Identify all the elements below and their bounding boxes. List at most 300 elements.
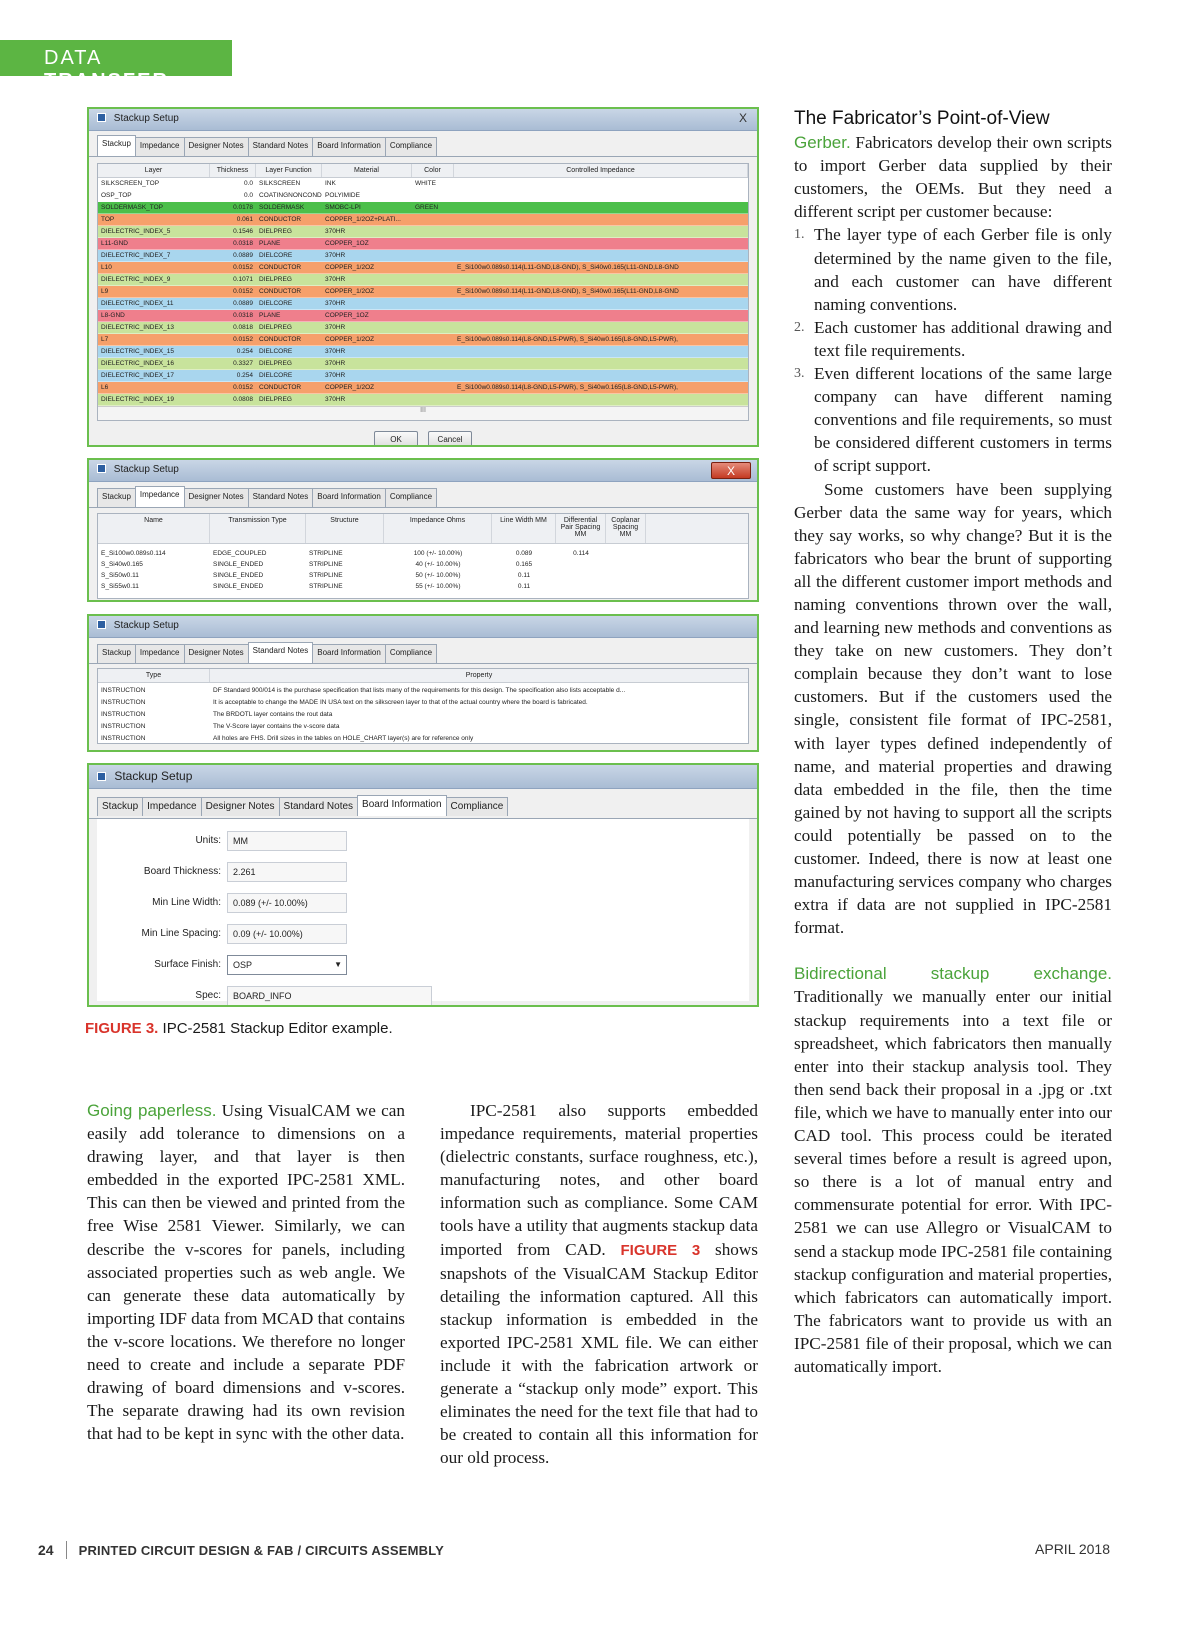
table-row[interactable] — [98, 685, 748, 697]
grid-header — [98, 514, 748, 544]
spec-label: Spec: — [195, 990, 221, 1001]
function-cell: DIELPREG — [259, 324, 292, 331]
line-width-cell: 0.089 — [515, 550, 533, 557]
structure-cell: STRIPLINE — [309, 561, 343, 568]
transmission-type-cell: SINGLE_ENDED — [213, 561, 264, 568]
thickness-cell: 0.061 — [236, 216, 253, 223]
color-cell — [412, 262, 454, 273]
material-cell: COPPER_1OZ — [325, 312, 369, 319]
material-cell: SMOBC-LPI — [325, 204, 361, 211]
title-bar — [89, 765, 757, 789]
thickness-cell: 0.0808 — [233, 396, 253, 403]
middle-column — [440, 1099, 758, 1470]
impedance-rows — [98, 544, 748, 592]
diff-spacing-cell: 0.114 — [573, 550, 589, 557]
color-cell — [412, 190, 454, 201]
tab-designer-notes[interactable]: Designer Notes — [184, 644, 249, 663]
list-text: Even different locations of the same large company can have different naming conventions and file requirements, so must be considered different customers in terms of script support. — [814, 364, 1112, 476]
thickness-cell: 0.254 — [236, 348, 253, 355]
stackup-window — [87, 107, 759, 447]
color-cell — [412, 238, 454, 249]
min-line-width-label: Min Line Width: — [152, 897, 221, 908]
color-cell — [412, 334, 454, 345]
tab-strip — [89, 131, 757, 157]
function-cell: CONDUCTOR — [259, 384, 302, 391]
material-cell: COPPER_1OZ — [325, 240, 369, 247]
tab-designer-notes[interactable]: Designer Notes — [184, 488, 249, 507]
impedance-cell — [454, 346, 748, 357]
figure-caption-text: IPC-2581 Stackup Editor example. — [158, 1020, 393, 1037]
function-cell: PLANE — [259, 240, 281, 247]
col-material[interactable]: Material — [322, 164, 412, 177]
page-number: 24 — [38, 1542, 54, 1558]
color-cell — [412, 346, 454, 357]
impedance-cell: 50 (+/- 10.00%) — [415, 572, 461, 579]
board-thickness-label: Board Thickness: — [143, 866, 221, 877]
section-word-2: TRANSFER — [44, 70, 169, 92]
impedance-cell: 55 (+/- 10.00%) — [415, 583, 461, 590]
table-row[interactable] — [98, 382, 748, 394]
color-cell — [412, 310, 454, 321]
window-icon — [97, 464, 106, 473]
material-cell: 370HR — [325, 228, 346, 235]
list-item — [794, 316, 1112, 362]
right-column — [794, 107, 1112, 1378]
function-cell: PLANE — [259, 312, 281, 319]
layer-cell: DIELECTRIC_INDEX_9 — [101, 276, 171, 283]
board-information-window — [87, 763, 759, 1007]
impedance-cell — [454, 190, 748, 201]
layer-cell: L6 — [101, 384, 109, 391]
impedance-cell — [454, 298, 748, 309]
layer-cell: OSP_TOP — [101, 192, 132, 199]
table-row[interactable] — [98, 262, 748, 274]
property-cell: DF Standard 900/014 is the purchase specification that lists many of the requirements for this design. The specification also lists acceptable d... — [213, 687, 626, 694]
color-cell — [412, 226, 454, 237]
spec-row — [97, 980, 749, 1007]
tab-compliance[interactable]: Compliance — [446, 797, 509, 816]
list-item — [794, 223, 1112, 315]
coplanar-spacing-cell — [606, 570, 646, 581]
table-row[interactable] — [98, 310, 748, 322]
function-cell: CONDUCTOR — [259, 264, 302, 271]
impedance-cell — [454, 274, 748, 285]
thickness-cell: 0.0178 — [233, 204, 253, 211]
surface-finish-row — [97, 949, 749, 980]
tab-compliance[interactable]: Compliance — [385, 644, 437, 663]
color-cell — [412, 286, 454, 297]
property-cell: All holes are FHS. Drill sizes in the tables on HOLE_CHART layer(s) are for reference only — [213, 735, 474, 742]
material-cell: COPPER_1/2OZ — [325, 264, 375, 271]
figure-caption — [85, 1020, 393, 1037]
material-cell: 370HR — [325, 372, 346, 379]
issue-date: APRIL 2018 — [1035, 1541, 1110, 1557]
material-cell: COPPER_1/2OZ — [325, 384, 375, 391]
tab-board-information[interactable]: Board Information — [312, 644, 386, 663]
impedance-cell: E_Si100w0.089s0.114(L11-GND,L8-GND), S_Si40w0.165(L11-GND,L8-GND — [457, 288, 679, 295]
diff-spacing-cell — [556, 559, 606, 570]
color-cell — [412, 394, 454, 405]
footer-divider — [66, 1541, 67, 1559]
figure-label: FIGURE 3. — [85, 1020, 159, 1037]
function-cell: SOLDERMASK — [259, 204, 305, 211]
layer-cell: L8-GND — [101, 312, 125, 319]
structure-cell: STRIPLINE — [309, 572, 343, 579]
material-cell: 370HR — [325, 396, 346, 403]
tab-board-information[interactable]: Board Information — [312, 488, 386, 507]
tab-impedance[interactable]: Impedance — [135, 137, 185, 156]
type-cell: INSTRUCTION — [101, 687, 146, 694]
transmission-type-cell: SINGLE_ENDED — [213, 572, 264, 579]
customers-paragraph: Some customers have been supplying Gerber data the same way for years, which they say works, so why change? But it is the fabricators who bear the brunt of supporting all the different customer import methods and naming conventions thrown over the wall, and learning new methods and conventions as they take on new customers. They don’t complain because they don’t want to lose customers. But if the customers used the single, consistent file format of IPC-2581, with layer types defined independently of name, and material properties and drawing data embedded in the file, then the time gained by not having to support all the scripts could potentially be passed on to the customer. Indeed, there is now at least one manufacturing services company who charges extra if data are not supplied in IPC-2581 format. — [794, 479, 1112, 938]
coplanar-spacing-cell — [606, 559, 646, 570]
layer-cell: DIELECTRIC_INDEX_15 — [101, 348, 174, 355]
color-cell — [412, 322, 454, 333]
cancel-button[interactable]: Cancel — [428, 431, 472, 447]
min-line-width-field[interactable]: 0.089 (+/- 10.00%) — [227, 893, 347, 913]
name-cell: S_Si50w0.11 — [101, 572, 139, 579]
table-row[interactable] — [98, 322, 748, 334]
notes-rows — [98, 683, 748, 745]
gerber-intro-text: Fabricators develop their own scripts to import Gerber data supplied by their customers, the OEMs. But they need a different script per customer because: — [794, 133, 1112, 222]
diff-spacing-cell — [556, 581, 606, 592]
col-impedance-ohms[interactable]: Impedance Ohms — [384, 514, 492, 543]
impedance-window — [87, 458, 759, 602]
title-bar — [89, 616, 757, 638]
table-row[interactable] — [98, 298, 748, 310]
stackup-rows — [98, 178, 748, 406]
units-label: Units: — [195, 835, 221, 846]
tab-strip — [89, 789, 757, 819]
col-structure[interactable]: Structure — [306, 514, 384, 543]
layer-cell: DIELECTRIC_INDEX_11 — [101, 300, 174, 307]
type-cell: INSTRUCTION — [101, 723, 146, 730]
color-cell — [412, 358, 454, 369]
units-row — [97, 825, 749, 856]
diff-spacing-cell — [556, 570, 606, 581]
notes-grid — [97, 668, 749, 744]
tab-standard-notes[interactable]: Standard Notes — [279, 797, 359, 816]
type-cell: INSTRUCTION — [101, 699, 146, 706]
table-row[interactable] — [98, 721, 748, 733]
table-row[interactable] — [98, 370, 748, 382]
color-cell — [412, 382, 454, 393]
standard-notes-window — [87, 614, 759, 752]
window-icon — [97, 620, 106, 629]
col-coplanar-spacing[interactable]: Coplanar Spacing MM — [606, 514, 646, 543]
surface-finish-label: Surface Finish: — [154, 959, 221, 970]
thickness-cell: 0.0889 — [233, 300, 253, 307]
tab-impedance[interactable]: Impedance — [135, 486, 185, 507]
table-row[interactable] — [98, 733, 748, 745]
publication-name: PRINTED CIRCUIT DESIGN & FAB / CIRCUITS ASSEMBLY — [78, 1543, 445, 1558]
going-paperless-text: Using VisualCAM we can easily add tolerance to dimensions on a drawing layer, and that layer is then embedded in the exported IPC-2581 XML. This can then be viewed and printed from the free Wise 2581 Viewer. Similarly, we can describe the v-scores for panels, including associated properties such as web angle. We can generate these data automatically by importing IDF data from MCAD that contains the v-score locations. We therefore no longer need to create and include a separate PDF drawing of board dimensions and v-scores. The separate drawing had its own revision that had to be kept in sync with the other data. — [87, 1101, 405, 1444]
tab-standard-notes[interactable]: Standard Notes — [248, 488, 314, 507]
impedance-cell — [454, 322, 748, 333]
list-text: The layer type of each Gerber file is only determined by the name given to the file, and each customer can have different naming conventions. — [814, 225, 1112, 314]
grid-header — [98, 164, 748, 178]
table-row[interactable] — [98, 238, 748, 250]
layer-cell: L9 — [101, 288, 109, 295]
function-cell: DIELPREG — [259, 228, 292, 235]
material-cell: 370HR — [325, 252, 346, 259]
thickness-cell: 0.0318 — [233, 312, 253, 319]
min-line-spacing-field[interactable]: 0.09 (+/- 10.00%) — [227, 924, 347, 944]
ok-button[interactable]: OK — [374, 431, 418, 447]
table-row[interactable] — [98, 570, 748, 581]
line-width-cell: 0.165 — [515, 561, 533, 568]
board-thickness-field[interactable]: 2.261 — [227, 862, 347, 882]
color-cell — [412, 250, 454, 261]
name-cell: S_Si55w0.11 — [101, 583, 139, 590]
table-row[interactable] — [98, 581, 748, 592]
impedance-cell — [454, 394, 748, 405]
impedance-cell — [454, 358, 748, 369]
tab-stackup[interactable]: Stackup — [97, 135, 136, 156]
layer-cell: L11-GND — [101, 240, 128, 247]
tab-standard-notes[interactable]: Standard Notes — [248, 137, 314, 156]
line-width-cell: 0.11 — [517, 583, 531, 590]
layer-cell: SILKSCREEN_TOP — [101, 180, 160, 187]
impedance-cell — [454, 226, 748, 237]
material-cell: COPPER_1/2OZ — [325, 288, 375, 295]
material-cell: 370HR — [325, 324, 346, 331]
tab-designer-notes[interactable]: Designer Notes — [201, 797, 280, 816]
name-cell: E_Si100w0.089s0.114 — [101, 550, 166, 557]
impedance-cell: 100 (+/- 10.00%) — [413, 550, 463, 557]
list-item — [794, 362, 1112, 477]
function-cell: DIELCORE — [259, 252, 293, 259]
tab-stackup[interactable]: Stackup — [97, 797, 143, 816]
window-icon — [97, 772, 106, 781]
function-cell: COATINGNONCOND — [259, 192, 322, 199]
table-row[interactable] — [98, 202, 748, 214]
impedance-cell: 40 (+/- 10.00%) — [415, 561, 461, 568]
function-cell: DIELCORE — [259, 348, 293, 355]
transmission-type-cell: EDGE_COUPLED — [213, 550, 267, 557]
thickness-cell: 0.1546 — [233, 228, 253, 235]
thickness-cell: 0.0152 — [233, 384, 253, 391]
layer-cell: DIELECTRIC_INDEX_17 — [101, 372, 174, 379]
tab-strip — [89, 482, 757, 508]
impedance-cell: E_Si100w0.089s0.114(L8-GND,L5-PWR), S_Si40w0.165(L8-GND,L5-PWR), — [457, 384, 678, 391]
function-cell: DIELPREG — [259, 360, 292, 367]
col-name[interactable]: Name — [98, 514, 210, 543]
close-button[interactable]: X — [711, 462, 751, 479]
layer-cell: DIELECTRIC_INDEX_7 — [101, 252, 171, 259]
col-controlled-impedance[interactable]: Controlled Impedance — [454, 164, 748, 177]
min-line-spacing-label: Min Line Spacing: — [141, 928, 221, 939]
thickness-cell: 0.0889 — [233, 252, 253, 259]
col-layer-function[interactable]: Layer Function — [256, 164, 322, 177]
property-cell: It is acceptable to change the MADE IN USA text on the silkscreen layer to that of the actual country where the board is fabricated. — [213, 699, 588, 706]
left-column — [87, 1099, 405, 1445]
transmission-type-cell: SINGLE_ENDED — [213, 583, 264, 590]
ipc-text-1: IPC-2581 also supports embedded impedance requirements, material properties (dielectric constants, surface roughness, etc.), manufacturing notes, and other board information such as compliance. Some CAM tools have a utility that augments stackup data imported from CAD. — [440, 1101, 758, 1259]
table-row[interactable] — [98, 548, 748, 559]
tab-impedance[interactable]: Impedance — [135, 644, 185, 663]
layer-cell: TOP — [101, 216, 115, 223]
color-cell — [412, 370, 454, 381]
section-word-1: DATA — [44, 47, 102, 69]
col-type[interactable]: Type — [98, 669, 210, 682]
impedance-cell: E_Si100w0.089s0.114(L8-GND,L5-PWR), S_Si40w0.165(L8-GND,L5-PWR), — [457, 336, 678, 343]
structure-cell: STRIPLINE — [309, 583, 343, 590]
function-cell: CONDUCTOR — [259, 216, 302, 223]
stackup-grid — [97, 163, 749, 421]
thickness-cell: 0.0 — [243, 180, 253, 187]
color-cell — [412, 274, 454, 285]
thickness-cell: 0.0818 — [233, 324, 253, 331]
tab-board-information[interactable]: Board Information — [312, 137, 386, 156]
list-number: 2. — [794, 319, 805, 335]
impedance-cell — [454, 178, 748, 189]
page-footer — [38, 1541, 444, 1559]
material-cell: POLYIMIDE — [325, 192, 360, 199]
dialog-buttons — [89, 421, 757, 447]
window-title: Stackup Setup — [113, 620, 179, 631]
horizontal-scrollbar[interactable] — [98, 406, 748, 420]
color-cell: WHITE — [415, 180, 436, 187]
thickness-cell: 0.0152 — [233, 288, 253, 295]
title-bar — [89, 109, 757, 131]
material-cell: COPPER_1/2OZ — [325, 336, 375, 343]
impedance-cell — [454, 310, 748, 321]
impedance-cell — [454, 202, 748, 213]
list-number: 3. — [794, 366, 805, 382]
function-cell: DIELPREG — [259, 276, 292, 283]
line-width-cell: 0.11 — [517, 572, 531, 579]
col-line-width[interactable]: Line Width MM — [492, 514, 556, 543]
layer-cell: SOLDERMASK_TOP — [101, 204, 164, 211]
scroll-thumb[interactable]: III — [420, 407, 426, 414]
material-cell: COPPER_1/2OZ+PLATI... — [325, 216, 401, 223]
surface-finish-select[interactable]: OSP ▼ — [227, 955, 347, 975]
table-row[interactable] — [98, 346, 748, 358]
going-paperless-lead: Going paperless. — [87, 1101, 217, 1120]
col-layer[interactable]: Layer — [98, 164, 210, 177]
tab-stackup[interactable]: Stackup — [97, 644, 136, 663]
function-cell: SILKSCREEN — [259, 180, 301, 187]
table-row[interactable] — [98, 214, 748, 226]
thickness-cell: 0.0152 — [233, 336, 253, 343]
structure-cell: STRIPLINE — [309, 550, 343, 557]
impedance-cell — [454, 370, 748, 381]
function-cell: CONDUCTOR — [259, 288, 302, 295]
col-thickness[interactable]: Thickness — [210, 164, 256, 177]
table-row[interactable] — [98, 394, 748, 406]
window-title: Stackup Setup — [113, 113, 179, 124]
units-field[interactable]: MM — [227, 831, 347, 851]
color-cell — [412, 298, 454, 309]
name-cell: S_Si40w0.165 — [101, 561, 143, 568]
window-title: Stackup Setup — [113, 464, 179, 475]
tab-stackup[interactable]: Stackup — [97, 488, 136, 507]
layer-cell: DIELECTRIC_INDEX_19 — [101, 396, 174, 403]
material-cell: 370HR — [325, 276, 346, 283]
material-cell: INK — [325, 180, 336, 187]
table-row[interactable] — [98, 358, 748, 370]
table-row[interactable] — [98, 178, 748, 190]
bidirectional-text: Traditionally we manually enter our initial stackup requirements into a text file or spreadsheet, which fabricators then manually enter into their stackup analysis tool. They then send back their proposal in a .jpg or .txt file, which we have to manually enter into our CAD tool. This process could be iterated several times before a result is agreed upon, so there is a lot of manual entry and commensurate potential for error. With IPC-2581 we can use Allegro or VisualCAM to send a stackup mode IPC-2581 file containing stackup configuration and material properties, which fabricators can automatically import. The fabricators want to provide us with an IPC-2581 file of their proposal, which we can automatically import. — [794, 987, 1112, 1376]
spec-field[interactable]: BOARD_INFO — [227, 986, 432, 1006]
impedance-cell: E_Si100w0.089s0.114(L11-GND,L8-GND), S_Si40w0.165(L11-GND,L8-GND — [457, 264, 679, 271]
section-tab — [0, 40, 232, 92]
impedance-cell — [454, 214, 748, 225]
layer-cell: L10 — [101, 264, 112, 271]
tab-board-information[interactable]: Board Information — [357, 795, 447, 816]
col-property[interactable]: Property — [465, 672, 493, 679]
layer-cell: L7 — [101, 336, 109, 343]
thickness-cell: 0.254 — [236, 372, 253, 379]
tab-compliance[interactable]: Compliance — [385, 488, 437, 507]
min-line-spacing-row — [97, 918, 749, 949]
grid-header — [98, 669, 748, 683]
thickness-cell: 0.3327 — [233, 360, 253, 367]
material-cell: 370HR — [325, 360, 346, 367]
tab-compliance[interactable]: Compliance — [385, 137, 437, 156]
table-row[interactable] — [98, 334, 748, 346]
layer-cell: DIELECTRIC_INDEX_13 — [101, 324, 174, 331]
col-color[interactable]: Color — [412, 164, 454, 177]
col-transmission-type[interactable]: Transmission Type — [210, 514, 306, 543]
col-diff-pair-spacing[interactable]: Differential Pair Spacing MM — [556, 514, 606, 543]
function-cell: CONDUCTOR — [259, 336, 302, 343]
function-cell: DIELPREG — [259, 396, 292, 403]
table-row[interactable] — [98, 190, 748, 202]
color-cell: GREEN — [415, 204, 439, 211]
window-title: Stackup Setup — [114, 769, 193, 783]
function-cell: DIELCORE — [259, 300, 293, 307]
material-cell: 370HR — [325, 300, 346, 307]
coplanar-spacing-cell — [606, 548, 646, 559]
table-row[interactable] — [98, 274, 748, 286]
type-cell: INSTRUCTION — [101, 735, 146, 742]
material-cell: 370HR — [325, 348, 346, 355]
property-cell: The BRDOTL layer contains the rout data — [213, 711, 333, 718]
gerber-intro — [794, 131, 1112, 223]
tab-impedance[interactable]: Impedance — [142, 797, 201, 816]
thickness-cell: 0.1071 — [233, 276, 253, 283]
tab-standard-notes[interactable]: Standard Notes — [248, 642, 314, 663]
table-row[interactable] — [98, 250, 748, 262]
impedance-cell — [454, 250, 748, 261]
close-icon[interactable]: X — [738, 111, 747, 125]
ipc-text-2: shows snapshots of the VisualCAM Stackup Editor detailing the information captured. All this stackup information is embedded in the exported IPC-2581 XML file. We can either include it with the fabrication artwork or generate a “stackup only mode” export. This eliminates the need for the text file that had to be created to contain all this information for our old process. — [440, 1239, 758, 1468]
tab-strip — [89, 638, 757, 664]
bidirectional-paragraph — [794, 962, 1112, 1378]
table-row[interactable] — [98, 286, 748, 298]
table-row[interactable] — [98, 697, 748, 709]
tab-designer-notes[interactable]: Designer Notes — [184, 137, 249, 156]
board-info-form — [97, 819, 749, 1001]
thickness-cell: 0.0318 — [233, 240, 253, 247]
fabricator-heading: The Fabricator’s Point-of-View — [794, 108, 1050, 129]
table-row[interactable] — [98, 559, 748, 570]
function-cell: DIELCORE — [259, 372, 293, 379]
impedance-grid — [97, 513, 749, 599]
figure-reference[interactable]: FIGURE 3 — [620, 1241, 701, 1259]
thickness-cell: 0.0 — [243, 192, 253, 199]
issue-date-block — [1035, 1541, 1110, 1557]
property-cell: The V-Score layer contains the v-score data — [213, 723, 340, 730]
table-row[interactable] — [98, 709, 748, 721]
ipc-paragraph — [440, 1099, 758, 1470]
layer-cell: DIELECTRIC_INDEX_5 — [101, 228, 171, 235]
title-bar — [89, 460, 757, 482]
going-paperless-paragraph — [87, 1099, 405, 1445]
table-row[interactable] — [98, 226, 748, 238]
